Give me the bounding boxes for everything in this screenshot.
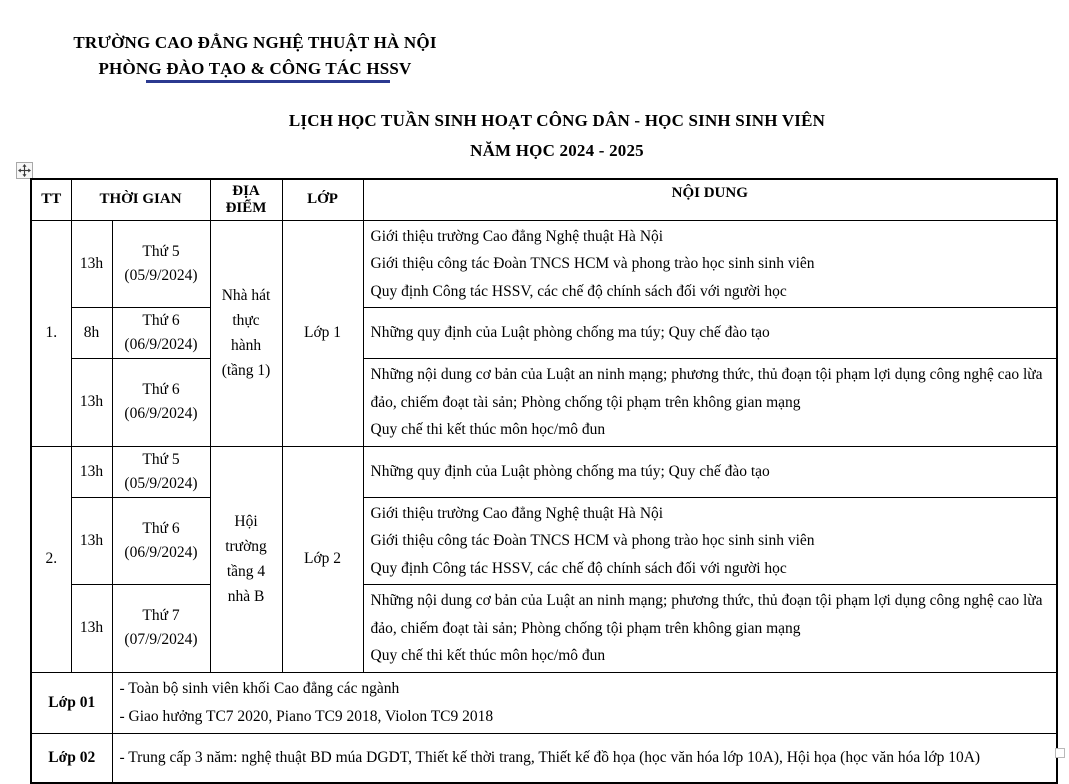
col-header-time: THỜI GIAN	[71, 179, 210, 220]
org-header	[40, 30, 470, 82]
org-dept: PHÒNG ĐÀO TẠO & CÔNG TÁC HSSV	[98, 59, 412, 78]
content-cell	[363, 220, 1057, 308]
time-cell: 13h	[71, 446, 112, 497]
table-row	[31, 446, 1057, 497]
title-line1: LỊCH HỌC TUẦN SINH HOẠT CÔNG DÂN - HỌC SINH SINH VIÊN	[288, 111, 826, 130]
weekday: Thứ 6	[142, 519, 180, 537]
table-row	[31, 220, 1057, 308]
date: (06/9/2024)	[124, 543, 198, 561]
move-cross-arrows-icon	[18, 164, 31, 177]
table-row	[31, 497, 1057, 585]
note-text-cell	[112, 733, 1057, 783]
weekday: Thứ 6	[142, 381, 180, 399]
content-cell	[363, 497, 1057, 585]
content-paragraph: Những nội dung cơ bản của Luật an ninh mạng; phương thức, thủ đoạn tội phạm lợi dụng công nghệ cao lừa đảo, chiếm đoạt tài sản; Phòng chống tội phạm trên không gian mạng	[370, 366, 1043, 411]
date-cell	[112, 446, 210, 497]
time-cell: 8h	[71, 308, 112, 359]
time-cell: 13h	[71, 497, 112, 585]
content-paragraph: Quy định Công tác HSSV, các chế độ chính sách đối với người học	[370, 282, 787, 300]
content-paragraph: Những quy định của Luật phòng chống ma túy; Quy chế đào tạo	[370, 324, 770, 342]
row-index-cell: 1.	[31, 220, 71, 446]
content-cell	[363, 446, 1057, 497]
date-cell	[112, 497, 210, 585]
content-cell	[363, 585, 1057, 673]
table-header-row	[31, 179, 1057, 220]
date: (06/9/2024)	[124, 336, 198, 353]
table-move-handle-icon[interactable]	[16, 162, 33, 179]
row-index-cell: 2.	[31, 446, 71, 672]
content-paragraph: Giới thiệu trường Cao đẳng Nghệ thuật Hà Nội	[370, 504, 664, 522]
content-paragraph: Giới thiệu công tác Đoàn TNCS HCM và phong trào học sinh sinh viên	[370, 255, 815, 272]
content-paragraph: Quy chế thi kết thúc môn học/mô đun	[370, 647, 606, 664]
content-cell	[363, 359, 1057, 447]
org-name: TRƯỜNG CAO ĐẲNG NGHỆ THUẬT HÀ NỘI	[73, 33, 437, 52]
table-row	[31, 585, 1057, 673]
weekday: Thứ 6	[142, 312, 180, 329]
note-label-cell: Lớp 01	[31, 672, 112, 733]
title-line2: NĂM HỌC 2024 - 2025	[470, 141, 644, 160]
schedule-table	[30, 178, 1058, 784]
date-cell	[112, 585, 210, 673]
time-cell: 13h	[71, 585, 112, 673]
org-underline	[146, 80, 390, 83]
content-paragraph: Những nội dung cơ bản của Luật an ninh mạng; phương thức, thủ đoạn tội phạm lợi dụng công nghệ cao lừa đảo, chiếm đoạt tài sản; Phòng chống tội phạm trên không gian mạng	[370, 592, 1043, 637]
time-cell: 13h	[71, 359, 112, 447]
note-paragraph: - Giao hưởng TC7 2020, Piano TC9 2018, Violon TC9 2018	[119, 707, 494, 725]
col-header-location: ĐỊA ĐIỂM	[210, 179, 282, 220]
table-resize-handle-icon[interactable]	[1055, 748, 1065, 758]
note-row	[31, 672, 1057, 733]
class-cell: Lớp 1	[282, 220, 363, 446]
content-paragraph: Giới thiệu trường Cao đẳng Nghệ thuật Hà Nội	[370, 227, 664, 245]
col-header-tt: TT	[31, 179, 71, 220]
class-cell: Lớp 2	[282, 446, 363, 672]
note-text-cell	[112, 672, 1057, 733]
col-header-content: NỘI DUNG	[363, 179, 1057, 220]
date: (05/9/2024)	[124, 266, 198, 284]
content-paragraph: Những quy định của Luật phòng chống ma túy; Quy chế đào tạo	[370, 462, 770, 480]
weekday: Thứ 5	[142, 242, 180, 260]
note-label-cell: Lớp 02	[31, 733, 112, 783]
note-paragraph: - Toàn bộ sinh viên khối Cao đẳng các ngành	[119, 679, 400, 697]
date-cell	[112, 359, 210, 447]
table-row	[31, 308, 1057, 359]
date-cell	[112, 220, 210, 308]
note-paragraph: - Trung cấp 3 năm: nghệ thuật BD múa DGDT, Thiết kế thời trang, Thiết kế đồ họa (học văn hóa lớp 10A), Hội họa (học văn hóa lớp 10A)	[119, 748, 981, 766]
weekday: Thứ 7	[142, 607, 180, 625]
date-cell	[112, 308, 210, 359]
content-paragraph: Quy chế thi kết thúc môn học/mô đun	[370, 421, 606, 438]
location-cell: Nhà hát thực hành (tầng 1)	[210, 220, 282, 446]
content-paragraph: Giới thiệu công tác Đoàn TNCS HCM và phong trào học sinh sinh viên	[370, 532, 815, 549]
location-cell: Hội trường tầng 4 nhà B	[210, 446, 282, 672]
date: (06/9/2024)	[124, 405, 198, 423]
time-cell: 13h	[71, 220, 112, 308]
content-paragraph: Quy định Công tác HSSV, các chế độ chính sách đối với người học	[370, 559, 787, 577]
date: (05/9/2024)	[124, 474, 198, 492]
date: (07/9/2024)	[124, 631, 198, 649]
document-title	[45, 106, 1069, 166]
content-cell	[363, 308, 1057, 359]
weekday: Thứ 5	[142, 450, 180, 468]
note-row	[31, 733, 1057, 783]
table-row	[31, 359, 1057, 447]
col-header-class: LỚP	[282, 179, 363, 220]
